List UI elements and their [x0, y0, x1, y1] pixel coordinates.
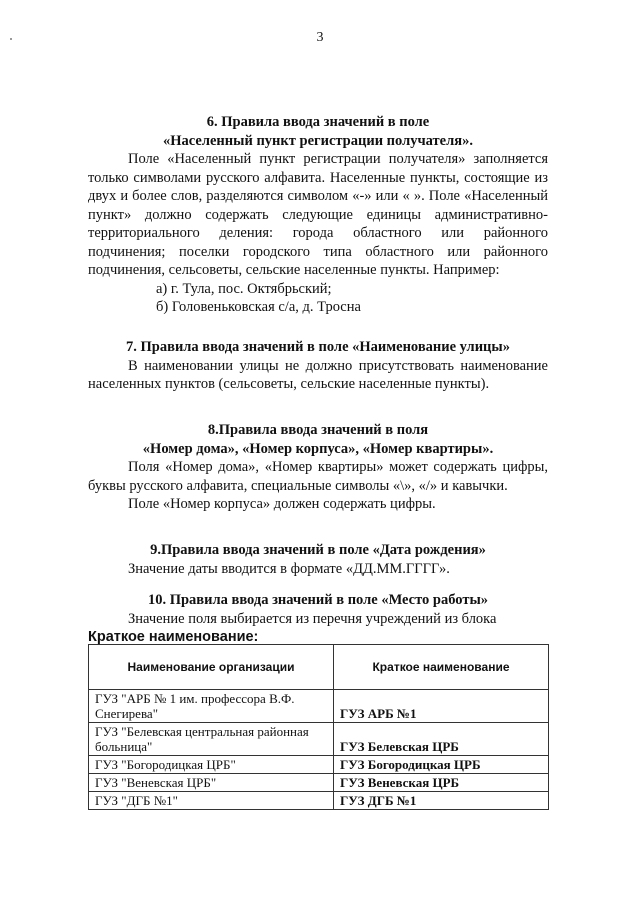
header-org-name: Наименование организации: [89, 645, 334, 690]
short-name-cell: ГУЗ АРБ №1: [334, 690, 549, 723]
section-6-title-line2: «Населенный пункт регистрации получателя».: [163, 132, 473, 149]
section-10: [88, 591, 548, 647]
short-name-cell: ГУЗ ДГБ №1: [334, 792, 549, 810]
short-name-cell: ГУЗ Богородицкая ЦРБ: [334, 756, 549, 774]
table-row: [89, 690, 549, 723]
org-name-cell: ГУЗ "Веневская ЦРБ": [89, 774, 334, 792]
section-7-title: 7. Правила ввода значений в поле «Наименование улицы»: [126, 339, 510, 355]
section-6: [88, 113, 548, 317]
header-short-name: Краткое наименование: [334, 645, 549, 690]
section-8-paragraph-1: Поля «Номер дома», «Номер квартиры» может содержать цифры, буквы русского алфавита, специальные символы «\», «/» и кавычки.: [88, 459, 548, 494]
org-name-cell: ГУЗ "Богородицкая ЦРБ": [89, 756, 334, 774]
section-8-paragraph-2: Поле «Номер корпуса» должен содержать цифры.: [128, 496, 436, 512]
org-name-cell: ГУЗ "Белевская центральная районная больница": [89, 723, 334, 756]
table-header-row: [89, 645, 549, 690]
section-8-title-line1: 8.Правила ввода значений в поля: [207, 422, 429, 438]
section-9-paragraph: Значение даты вводится в формате «ДД.ММ.ГГГГ».: [128, 560, 450, 577]
short-name-cell: ГУЗ Веневская ЦРБ: [334, 774, 549, 792]
section-6-example-a: а) г. Тула, пос. Октябрьский;: [156, 280, 332, 297]
section-6-title-line1: 6. Правила ввода значений в поле: [206, 114, 430, 130]
section-7-paragraph: В наименовании улицы не должно присутствовать наименование населенных пунктов (сельсоветы, сельские населенные пункты).: [88, 357, 548, 392]
page-number: 3: [316, 30, 324, 45]
table-row: [89, 774, 549, 792]
section-10-subheading: Краткое наименование:: [88, 629, 259, 645]
section-10-paragraph: Значение поля выбирается из перечня учреждений из блока: [128, 610, 497, 627]
section-6-paragraph: Поле «Населенный пункт регистрации получателя» заполняется только символами русского алфавита. Населенные пункты, состоящие из двух и более слов, разделяются символом «-» или « ». Поле «Населенный пункт» должно содержать следующие единицы административно-территориального деления: города областного или районного подчинения; поселки городского типа областного или районного подчинения, сельсоветы, сельские населенные пункты. Например:: [88, 151, 548, 278]
section-9-title: 9.Правила ввода значений в поле «Дата рождения»: [150, 542, 486, 558]
section-7: [88, 338, 548, 394]
table-row: [89, 723, 549, 756]
short-name-cell: ГУЗ Белевская ЦРБ: [334, 723, 549, 756]
section-8-title-line2: «Номер дома», «Номер корпуса», «Номер квартиры».: [142, 440, 494, 457]
organizations-table: [88, 644, 549, 810]
table-row: [89, 792, 549, 810]
section-10-title: 10. Правила ввода значений в поле «Место работы»: [147, 592, 489, 608]
table-row: [89, 756, 549, 774]
section-8: [88, 421, 548, 514]
org-name-cell: ГУЗ "АРБ № 1 им. профессора В.Ф. Снегирева": [89, 690, 334, 723]
section-6-example-b: б) Головеньковская с/а, д. Тросна: [156, 299, 361, 315]
section-9: [88, 541, 548, 578]
org-name-cell: ГУЗ "ДГБ №1": [89, 792, 334, 810]
